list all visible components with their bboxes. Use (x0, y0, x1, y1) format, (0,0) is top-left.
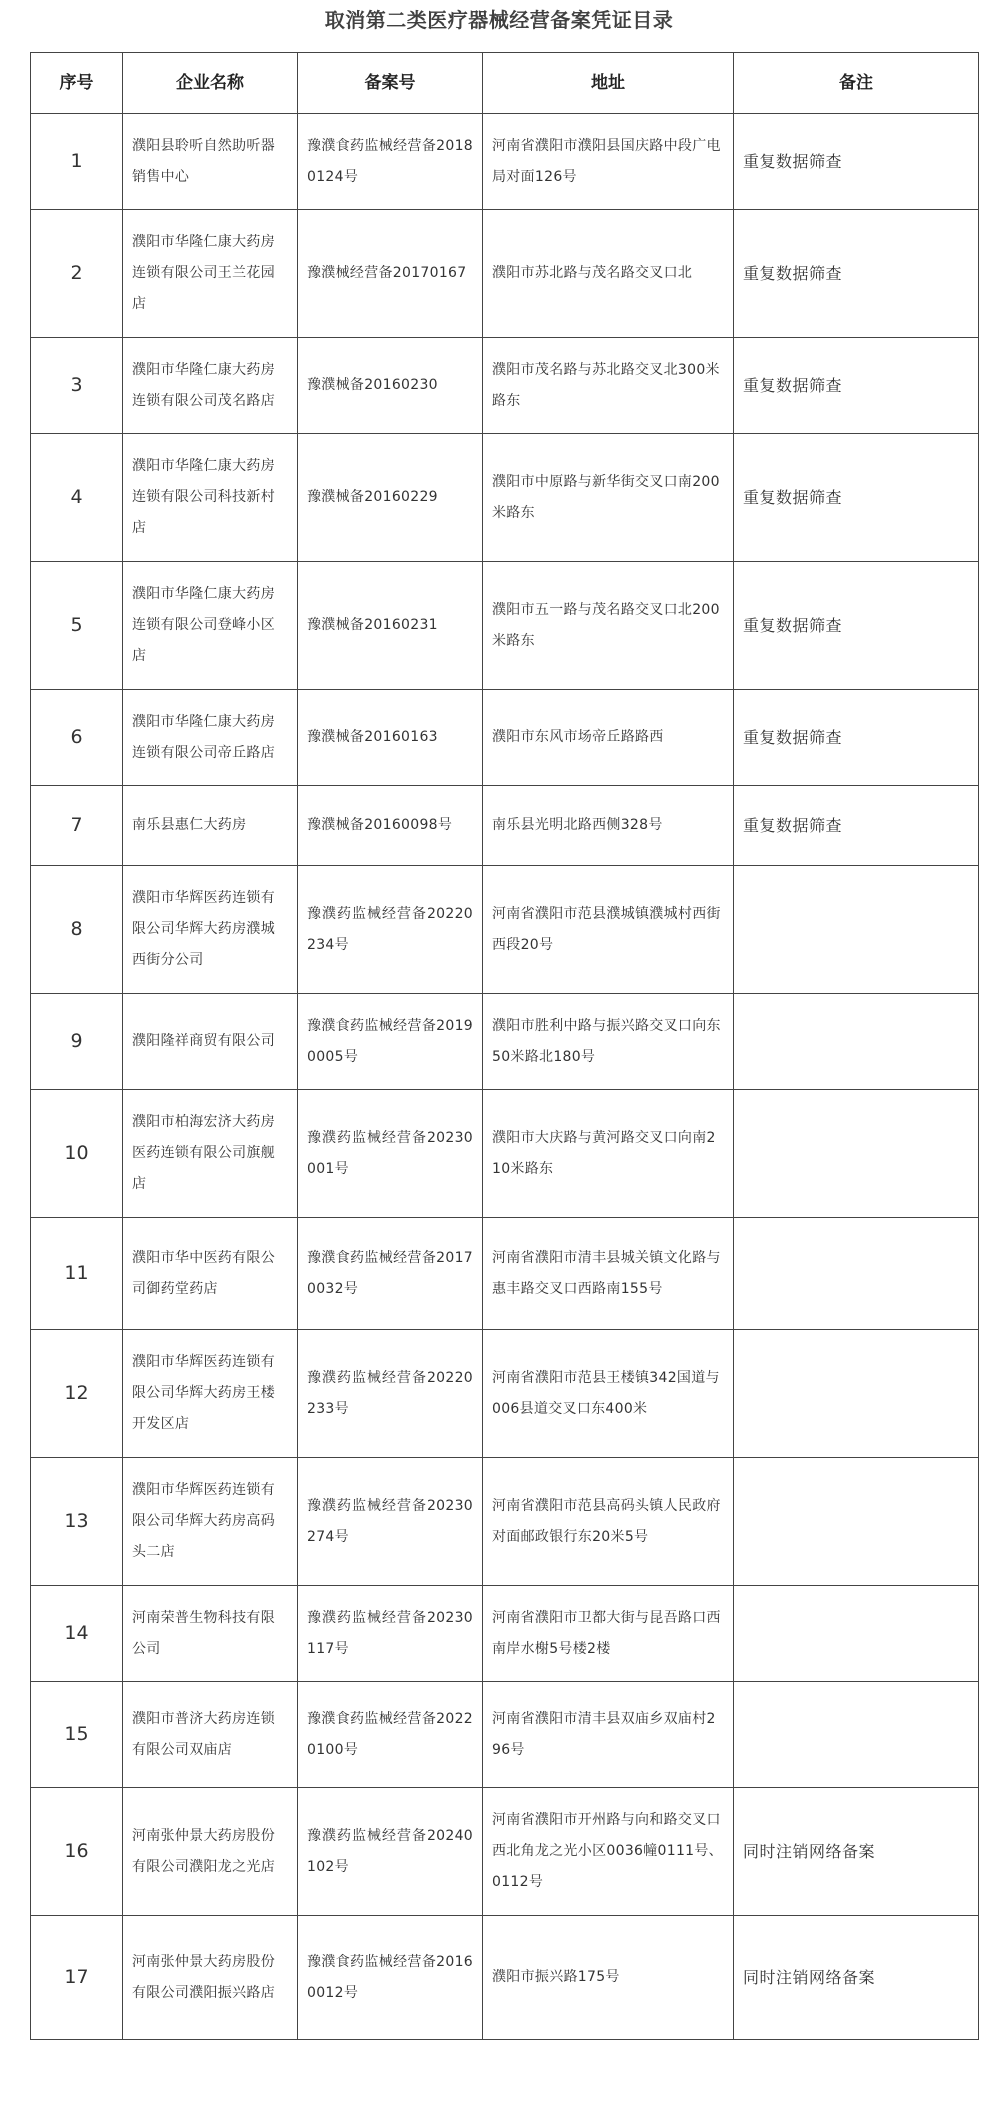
company-name: 南乐县惠仁大药房 (123, 786, 298, 866)
row-index: 8 (31, 866, 123, 994)
row-index: 9 (31, 994, 123, 1090)
remark (734, 1458, 979, 1586)
table-row (31, 690, 979, 786)
remark (734, 1090, 979, 1218)
address: 河南省濮阳市范县高码头镇人民政府对面邮政银行东20米5号 (483, 1458, 734, 1586)
table-row (31, 434, 979, 562)
row-index: 6 (31, 690, 123, 786)
company-name: 濮阳市华辉医药连锁有限公司华辉大药房高码头二店 (123, 1458, 298, 1586)
row-index: 1 (31, 114, 123, 210)
remark: 重复数据筛查 (734, 786, 979, 866)
table-row (31, 866, 979, 994)
remark (734, 866, 979, 994)
record-number: 豫濮食药监械经营备20220100号 (298, 1682, 483, 1788)
row-index: 10 (31, 1090, 123, 1218)
header-row (31, 53, 979, 114)
table-row (31, 1788, 979, 1916)
row-index: 2 (31, 210, 123, 338)
address: 河南省濮阳市开州路与向和路交叉口西北角龙之光小区0036幢0111号、0112号 (483, 1788, 734, 1916)
record-number: 豫濮药监械经营备20230274号 (298, 1458, 483, 1586)
table-row (31, 1218, 979, 1330)
remark: 重复数据筛查 (734, 114, 979, 210)
table-row (31, 338, 979, 434)
record-number: 豫濮食药监械经营备20190005号 (298, 994, 483, 1090)
address: 濮阳市苏北路与茂名路交叉口北 (483, 210, 734, 338)
remark: 重复数据筛查 (734, 210, 979, 338)
table-row (31, 562, 979, 690)
record-number: 豫濮械备20160230 (298, 338, 483, 434)
remark (734, 1682, 979, 1788)
address: 河南省濮阳市卫都大街与昆吾路口西南岸水榭5号楼2楼 (483, 1586, 734, 1682)
table-row (31, 994, 979, 1090)
company-name: 濮阳市华中医药有限公司御药堂药店 (123, 1218, 298, 1330)
row-index: 12 (31, 1330, 123, 1458)
table-row (31, 1916, 979, 2040)
record-number: 豫濮械备20160231 (298, 562, 483, 690)
row-index: 5 (31, 562, 123, 690)
address: 濮阳市振兴路175号 (483, 1916, 734, 2040)
company-name: 濮阳市华辉医药连锁有限公司华辉大药房濮城西街分公司 (123, 866, 298, 994)
table-row (31, 1458, 979, 1586)
record-number: 豫濮械备20160229 (298, 434, 483, 562)
company-name: 濮阳市华隆仁康大药房连锁有限公司王兰花园店 (123, 210, 298, 338)
address: 濮阳市大庆路与黄河路交叉口向南210米路东 (483, 1090, 734, 1218)
company-name: 濮阳市华隆仁康大药房连锁有限公司帝丘路店 (123, 690, 298, 786)
address: 濮阳市茂名路与苏北路交叉北300米路东 (483, 338, 734, 434)
remark (734, 1218, 979, 1330)
row-index: 14 (31, 1586, 123, 1682)
row-index: 15 (31, 1682, 123, 1788)
remark: 同时注销网络备案 (734, 1788, 979, 1916)
address: 河南省濮阳市范县王楼镇342国道与006县道交叉口东400米 (483, 1330, 734, 1458)
record-number: 豫濮食药监械经营备20180124号 (298, 114, 483, 210)
record-number: 豫濮械经营备20170167 (298, 210, 483, 338)
row-index: 16 (31, 1788, 123, 1916)
address: 南乐县光明北路西侧328号 (483, 786, 734, 866)
company-name: 河南张仲景大药房股份有限公司濮阳龙之光店 (123, 1788, 298, 1916)
record-number: 豫濮药监械经营备20230001号 (298, 1090, 483, 1218)
table-row (31, 1586, 979, 1682)
remark: 重复数据筛查 (734, 562, 979, 690)
record-number: 豫濮药监械经营备20240102号 (298, 1788, 483, 1916)
address: 河南省濮阳市范县濮城镇濮城村西街西段20号 (483, 866, 734, 994)
record-table (30, 52, 979, 2040)
row-index: 17 (31, 1916, 123, 2040)
record-number: 豫濮药监械经营备20220234号 (298, 866, 483, 994)
address: 河南省濮阳市清丰县城关镇文化路与惠丰路交叉口西路南155号 (483, 1218, 734, 1330)
address: 濮阳市五一路与茂名路交叉口北200米路东 (483, 562, 734, 690)
remark: 重复数据筛查 (734, 338, 979, 434)
company-name: 濮阳市柏海宏济大药房医药连锁有限公司旗舰店 (123, 1090, 298, 1218)
row-index: 3 (31, 338, 123, 434)
row-index: 13 (31, 1458, 123, 1586)
address: 濮阳市胜利中路与振兴路交叉口向东50米路北180号 (483, 994, 734, 1090)
row-index: 11 (31, 1218, 123, 1330)
address: 河南省濮阳市清丰县双庙乡双庙村296号 (483, 1682, 734, 1788)
company-name: 濮阳市华辉医药连锁有限公司华辉大药房王楼开发区店 (123, 1330, 298, 1458)
table-row (31, 210, 979, 338)
row-index: 4 (31, 434, 123, 562)
record-number: 豫濮械备20160163 (298, 690, 483, 786)
address: 濮阳市中原路与新华街交叉口南200米路东 (483, 434, 734, 562)
remark: 同时注销网络备案 (734, 1916, 979, 2040)
company-name: 河南荣普生物科技有限公司 (123, 1586, 298, 1682)
table-row (31, 114, 979, 210)
remark: 重复数据筛查 (734, 690, 979, 786)
table-row (31, 786, 979, 866)
remark (734, 994, 979, 1090)
company-name: 濮阳市华隆仁康大药房连锁有限公司登峰小区店 (123, 562, 298, 690)
page-title: 取消第二类医疗器械经营备案凭证目录 (324, 8, 674, 32)
header-address: 地址 (483, 53, 734, 114)
record-number: 豫濮械备20160098号 (298, 786, 483, 866)
remark: 重复数据筛查 (734, 434, 979, 562)
company-name: 河南张仲景大药房股份有限公司濮阳振兴路店 (123, 1916, 298, 2040)
table-row (31, 1682, 979, 1788)
table-row (31, 1090, 979, 1218)
remark (734, 1586, 979, 1682)
company-name: 濮阳隆祥商贸有限公司 (123, 994, 298, 1090)
header-index: 序号 (31, 53, 123, 114)
company-name: 濮阳县聆听自然助听器销售中心 (123, 114, 298, 210)
header-remarks: 备注 (734, 53, 979, 114)
table-row (31, 1330, 979, 1458)
row-index: 7 (31, 786, 123, 866)
company-name: 濮阳市普济大药房连锁有限公司双庙店 (123, 1682, 298, 1788)
company-name: 濮阳市华隆仁康大药房连锁有限公司茂名路店 (123, 338, 298, 434)
remark (734, 1330, 979, 1458)
company-name: 濮阳市华隆仁康大药房连锁有限公司科技新村店 (123, 434, 298, 562)
record-number: 豫濮药监械经营备20220233号 (298, 1330, 483, 1458)
address: 河南省濮阳市濮阳县国庆路中段广电局对面126号 (483, 114, 734, 210)
header-record-number: 备案号 (298, 53, 483, 114)
record-number: 豫濮药监械经营备20230117号 (298, 1586, 483, 1682)
header-company-name: 企业名称 (123, 53, 298, 114)
address: 濮阳市东风市场帝丘路路西 (483, 690, 734, 786)
record-number: 豫濮食药监械经营备20160012号 (298, 1916, 483, 2040)
record-number: 豫濮食药监械经营备20170032号 (298, 1218, 483, 1330)
